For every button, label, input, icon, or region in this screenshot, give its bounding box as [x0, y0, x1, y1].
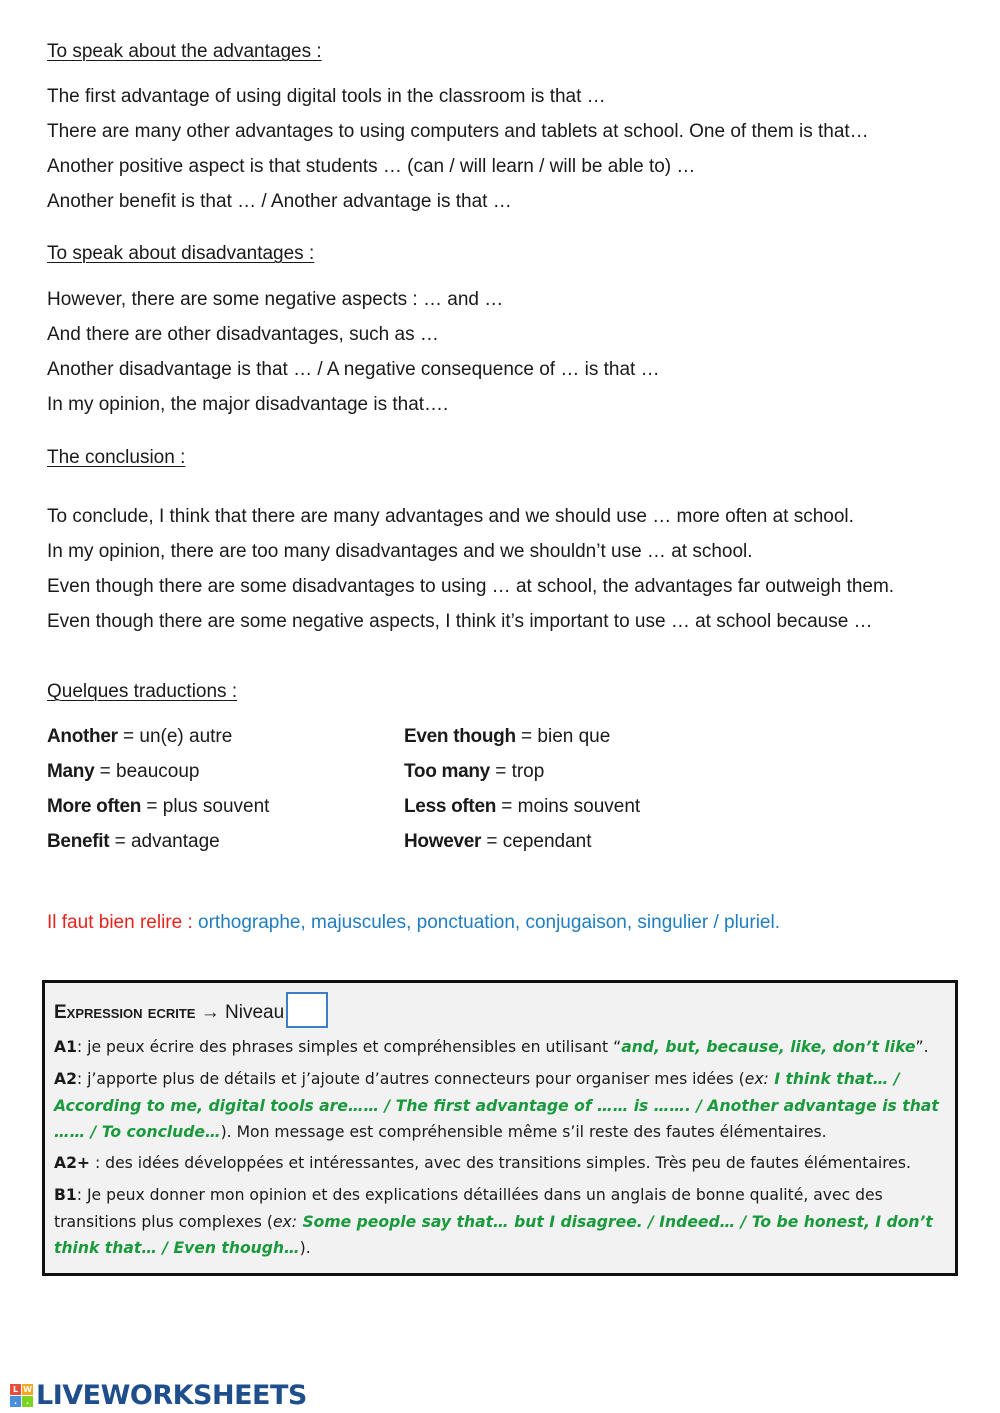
translation-meaning: = un(e) autre — [117, 726, 233, 747]
level-a2-descriptor: A2: j’apporte plus de détails et j’ajoute d’autres connecteurs pour organiser mes idées (ex: I think that… / According to me, digital tools are…… / The first advantage of …… is ……. / Another advantage is that …… / To conclude…). Mon message est compréhensible même s’il reste des fautes élémentaires. — [54, 1070, 939, 1141]
disadvantage-line-4: In my opinion, the major disadvantage is that…. — [47, 394, 449, 415]
niveau-label: Niveau — [225, 1002, 285, 1024]
conclusion-line-3: Even though there are some disadvantages to using … at school, the advantages far outweigh them. — [47, 576, 895, 597]
translation-meaning: = beaucoup — [94, 761, 200, 782]
translation-meaning: = moins souvent — [496, 796, 641, 817]
reminder-items: orthographe, majuscules, ponctuation, conjugaison, singulier / pluriel. — [198, 912, 780, 933]
advantage-line-2: There are many other advantages to using computers and tablets at school. One of them is that… — [47, 121, 869, 142]
disadvantage-line-3: Another disadvantage is that … / A negative consequence of … is that … — [47, 359, 660, 380]
translation-term: Too many — [404, 761, 490, 782]
translation-item — [404, 795, 640, 819]
reminder-label: Il faut bien relire : — [47, 912, 199, 933]
section-heading-advantages: To speak about the advantages : — [47, 41, 322, 62]
level-b1-descriptor: B1: Je peux donner mon opinion et des explications détaillées dans un anglais de bonne qualité, avec des transitions plus complexes (ex: Some people say that… but I disagree. / Indeed… / To be honest, I don’t think that… / Even though…). — [54, 1186, 933, 1257]
box-title-label: Expression ecrite — [54, 1002, 196, 1024]
translation-meaning: = plus souvent — [141, 796, 270, 817]
translation-item — [404, 725, 610, 749]
translation-item — [404, 760, 544, 784]
disadvantage-line-2: And there are other disadvantages, such as … — [47, 324, 439, 345]
translation-meaning: = advantage — [109, 831, 220, 852]
level-a2plus-descriptor: A2+ : des idées développées et intéressantes, avec des transitions simples. Très peu de fautes élémentaires. — [54, 1154, 911, 1172]
section-heading-disadvantages: To speak about disadvantages : — [47, 243, 315, 264]
level-code: A2+ — [54, 1154, 90, 1172]
section-heading-conclusion: The conclusion : — [47, 447, 186, 468]
niveau-input[interactable] — [286, 992, 328, 1028]
translation-item — [404, 830, 592, 854]
advantage-line-1: The first advantage of using digital tools in the classroom is that … — [47, 86, 606, 107]
translation-term: Even though — [404, 726, 516, 747]
proofreading-reminder — [47, 911, 780, 935]
translation-item — [47, 760, 200, 784]
translation-item — [47, 830, 220, 854]
box-title — [54, 995, 328, 1031]
translation-term: Many — [47, 761, 95, 782]
level-a1-descriptor: A1: je peux écrire des phrases simples et compréhensibles en utilisant “and, but, because, like, don’t like”. — [54, 1038, 929, 1056]
logo-mark-icon: L W . . — [10, 1384, 33, 1407]
translation-item — [47, 725, 232, 749]
translation-term: Another — [47, 726, 118, 747]
liveworksheets-logo — [10, 1378, 307, 1412]
translation-item — [47, 795, 269, 819]
expression-ecrite-box — [42, 980, 958, 1276]
translation-meaning: = bien que — [515, 726, 611, 747]
advantage-line-4: Another benefit is that … / Another advantage is that … — [47, 191, 512, 212]
translation-meaning: = trop — [489, 761, 545, 782]
conclusion-line-2: In my opinion, there are too many disadvantages and we shouldn’t use … at school. — [47, 541, 753, 562]
translation-term: More often — [47, 796, 142, 817]
arrow-icon: → — [195, 1002, 226, 1024]
level-code: A2 — [54, 1070, 77, 1088]
translation-term: However — [404, 831, 482, 852]
disadvantage-line-1: However, there are some negative aspects : … and … — [47, 289, 504, 310]
translations-heading: Quelques traductions : — [47, 681, 238, 702]
conclusion-line-4: Even though there are some negative aspects, I think it’s important to use … at school because … — [47, 611, 873, 632]
level-code: B1 — [54, 1186, 77, 1204]
translation-meaning: = cependant — [481, 831, 592, 852]
advantage-line-3: Another positive aspect is that students … (can / will learn / will be able to) … — [47, 156, 696, 177]
translation-term: Benefit — [47, 831, 110, 852]
translation-term: Less often — [404, 796, 497, 817]
conclusion-line-1: To conclude, I think that there are many advantages and we should use … more often at school. — [47, 506, 854, 527]
logo-text: LIVEWORKSHEETS — [36, 1379, 307, 1411]
level-code: A1 — [54, 1038, 77, 1056]
